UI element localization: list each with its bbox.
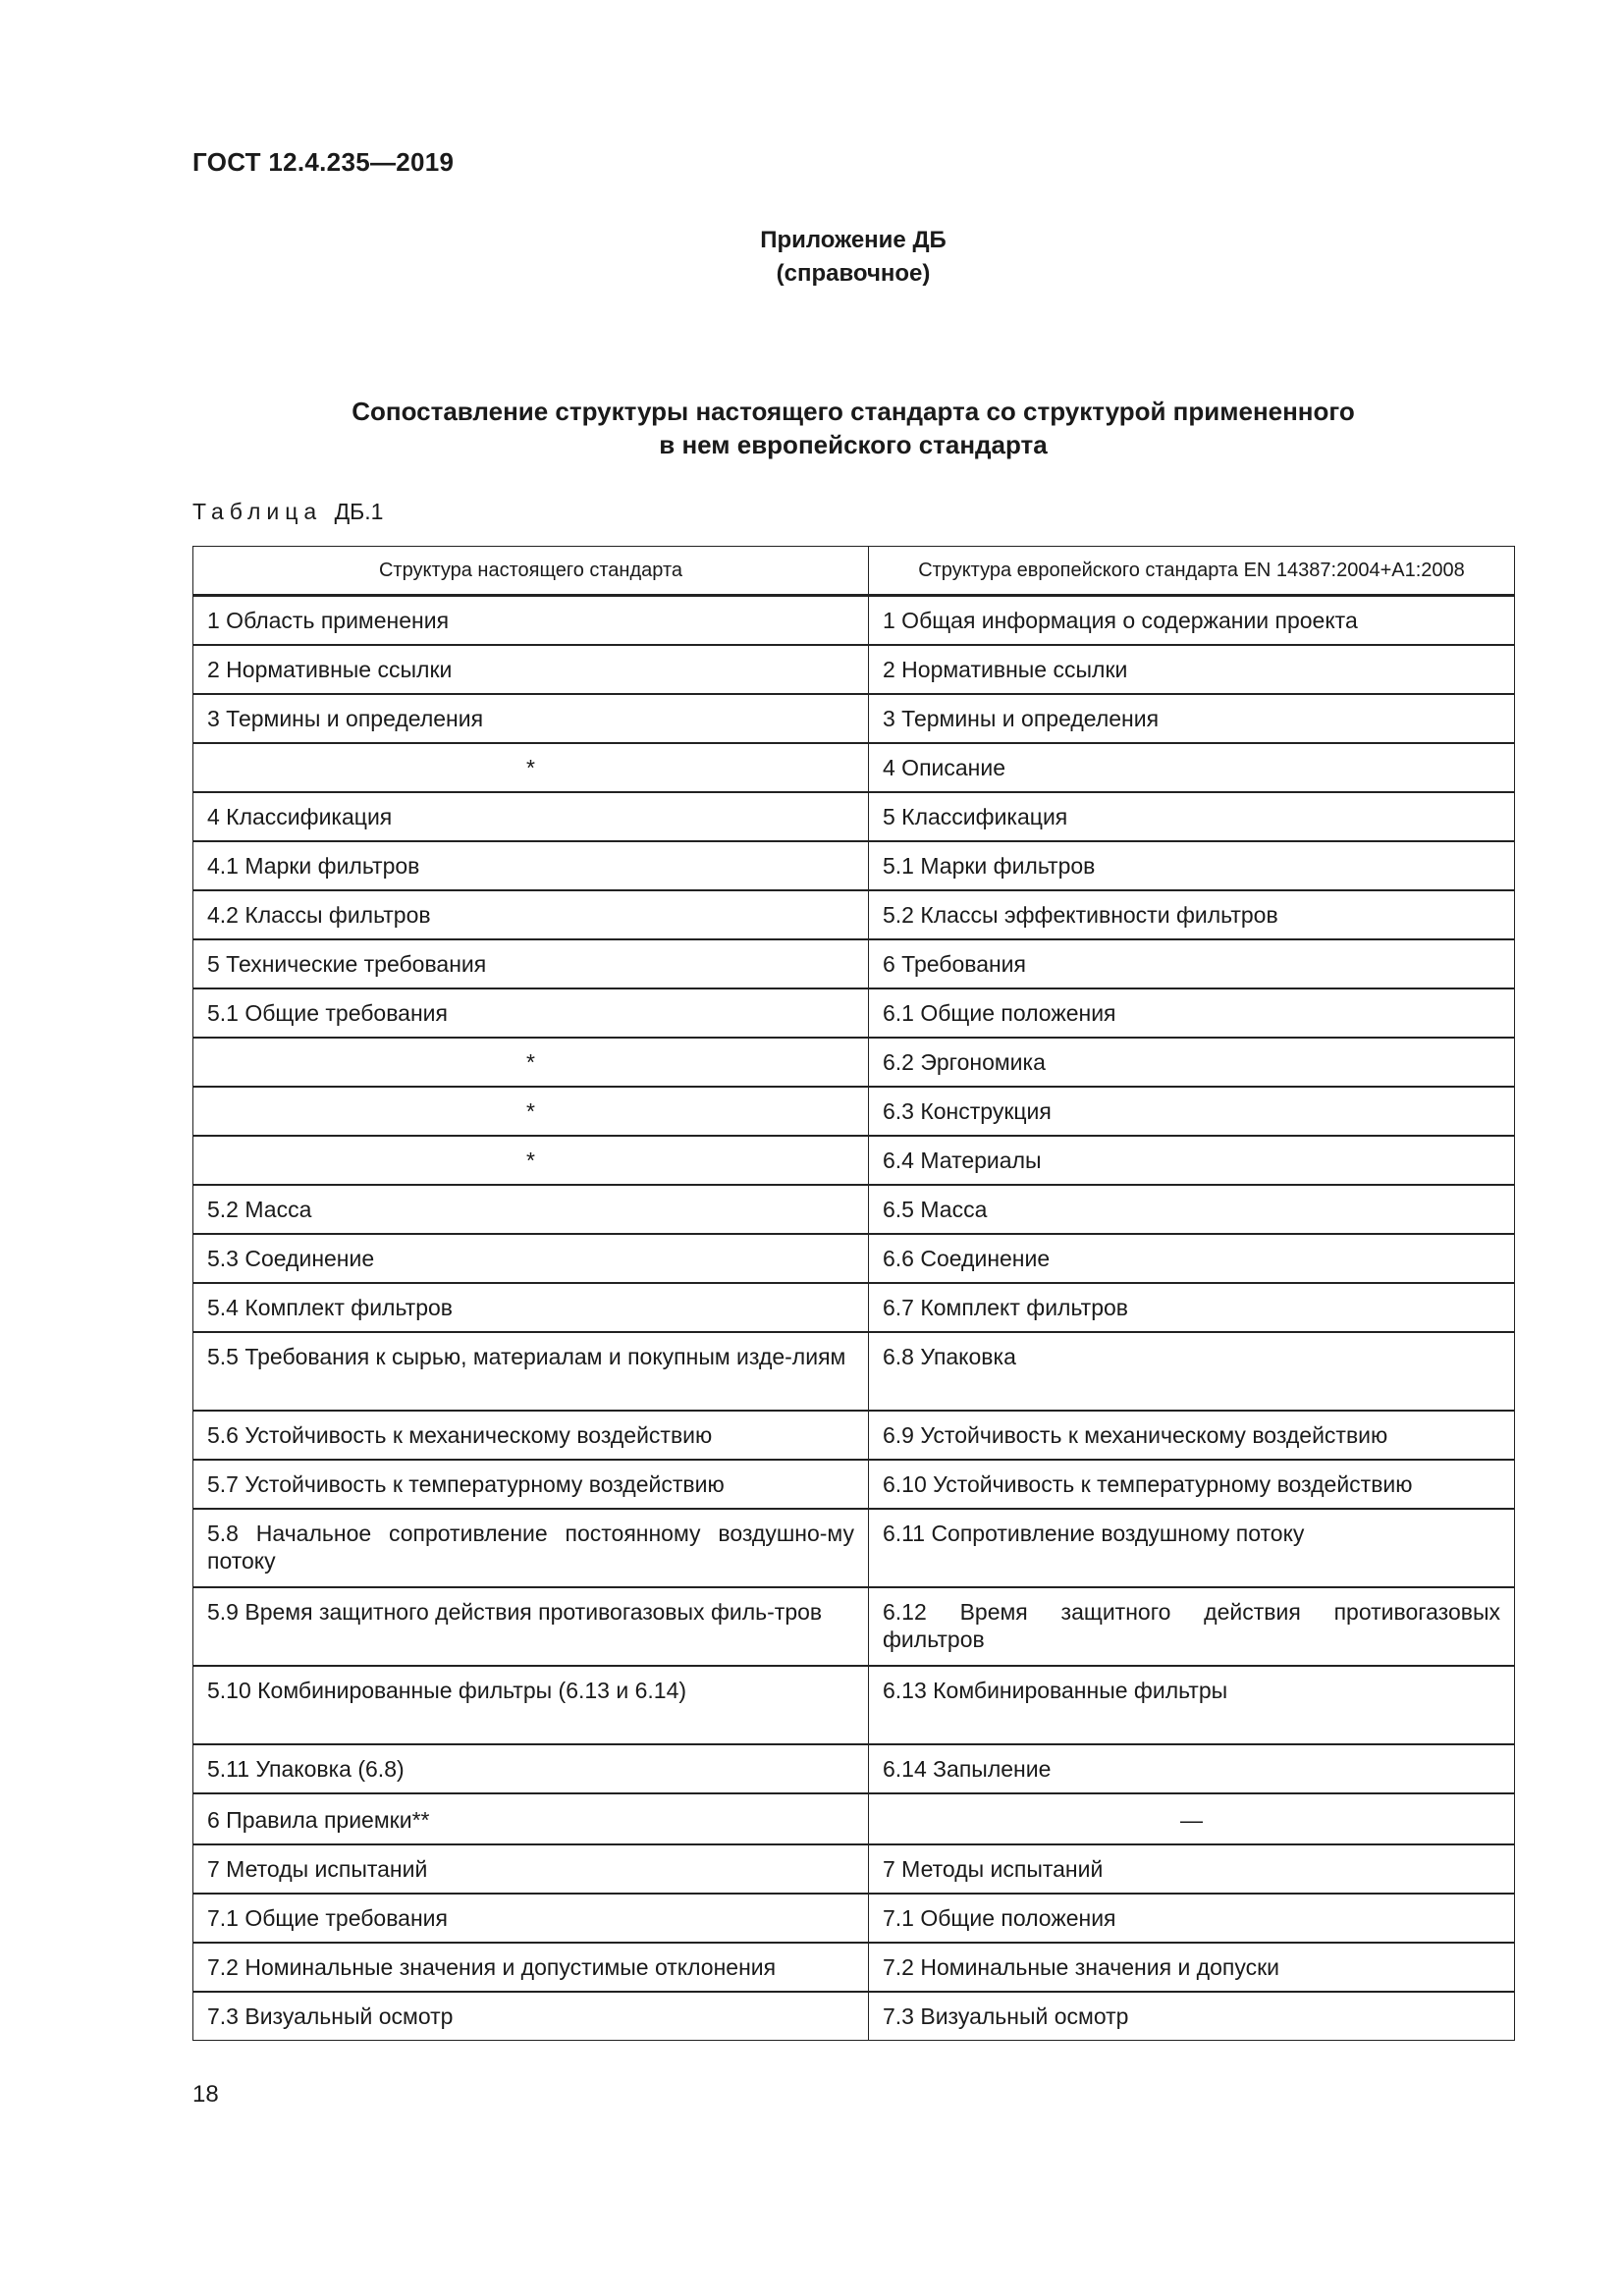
table-row: [193, 1666, 1515, 1744]
cell-european: 7.2 Номинальные значения и допуски: [869, 1943, 1515, 1992]
cell-european: 5.1 Марки фильтров: [869, 841, 1515, 890]
cell-national: 5.3 Соединение: [193, 1234, 869, 1283]
cell-national: 4.2 Классы фильтров: [193, 890, 869, 939]
table-row: [193, 1332, 1515, 1411]
appendix-type: (справочное): [776, 260, 931, 287]
cell-national: 5.5 Требования к сырью, материалам и покупным изде-лиям: [193, 1332, 869, 1411]
table-header-row: [193, 547, 1515, 596]
cell-national: *: [193, 1087, 869, 1136]
cell-european: 6.11 Сопротивление воздушному потоку: [869, 1509, 1515, 1587]
table-row: [193, 694, 1515, 743]
table-row: [193, 1992, 1515, 2041]
table-row: [193, 645, 1515, 694]
cell-european: 6.2 Эргономика: [869, 1038, 1515, 1087]
cell-national: 5.10 Комбинированные фильтры (6.13 и 6.14): [193, 1666, 869, 1744]
table-row: [193, 988, 1515, 1038]
table-row: [193, 1411, 1515, 1460]
table-row: [193, 1136, 1515, 1185]
cell-european: 7.3 Визуальный осмотр: [869, 1992, 1515, 2041]
cell-european: 6.13 Комбинированные фильтры: [869, 1666, 1515, 1744]
table-row: [193, 1744, 1515, 1793]
cell-national: 5.8 Начальное сопротивление постоянному воздушно-му потоку: [193, 1509, 869, 1587]
table-caption: [192, 499, 383, 525]
table-row: [193, 1283, 1515, 1332]
table-row: [193, 1087, 1515, 1136]
cell-national: 5 Технические требования: [193, 939, 869, 988]
cell-european: 6.1 Общие положения: [869, 988, 1515, 1038]
cell-national: 6 Правила приемки**: [193, 1793, 869, 1844]
page-number: 18: [192, 2081, 219, 2108]
cell-national: 2 Нормативные ссылки: [193, 645, 869, 694]
cell-european: 7.1 Общие положения: [869, 1894, 1515, 1943]
cell-national: 5.6 Устойчивость к механическому воздействию: [193, 1411, 869, 1460]
cell-national: 4 Классификация: [193, 792, 869, 841]
cell-european: 6.9 Устойчивость к механическому воздействию: [869, 1411, 1515, 1460]
cell-national: 7.1 Общие требования: [193, 1894, 869, 1943]
cell-national: 5.4 Комплект фильтров: [193, 1283, 869, 1332]
table-row: [193, 1509, 1515, 1587]
document-title-line-1: Сопоставление структуры настоящего стандарта со структурой примененного: [352, 397, 1355, 426]
cell-national: 5.11 Упаковка (6.8): [193, 1744, 869, 1793]
table-row: [193, 890, 1515, 939]
cell-national: 1 Область применения: [193, 596, 869, 646]
cell-national: 7.3 Визуальный осмотр: [193, 1992, 869, 2041]
cell-national: 5.1 Общие требования: [193, 988, 869, 1038]
table-row: [193, 596, 1515, 646]
table-row: [193, 1844, 1515, 1894]
cell-national: 3 Термины и определения: [193, 694, 869, 743]
cell-european: 6.12 Время защитного действия противогазовых фильтров: [869, 1587, 1515, 1666]
table-row: [193, 743, 1515, 792]
cell-national: 4.1 Марки фильтров: [193, 841, 869, 890]
table-row: [193, 1587, 1515, 1666]
cell-european: 1 Общая информация о содержании проекта: [869, 596, 1515, 646]
table-row: [193, 1234, 1515, 1283]
cell-european: 6.8 Упаковка: [869, 1332, 1515, 1411]
table-row: [193, 1038, 1515, 1087]
table-caption-label: Таблица: [192, 499, 323, 524]
cell-european: 6.14 Запыление: [869, 1744, 1515, 1793]
cell-european: 2 Нормативные ссылки: [869, 645, 1515, 694]
cell-european: 6 Требования: [869, 939, 1515, 988]
cell-european: 4 Описание: [869, 743, 1515, 792]
header-european-standard: Структура европейского стандарта EN 14387:2004+A1:2008: [869, 547, 1515, 596]
table-row: [193, 1894, 1515, 1943]
document-title: [192, 395, 1514, 461]
table-row: [193, 1793, 1515, 1844]
cell-european: 3 Термины и определения: [869, 694, 1515, 743]
header-national-standard: Структура настоящего стандарта: [193, 547, 869, 596]
cell-national: *: [193, 1038, 869, 1087]
cell-national: *: [193, 743, 869, 792]
structure-comparison-table: [192, 546, 1515, 2041]
table-row: [193, 1943, 1515, 1992]
cell-national: *: [193, 1136, 869, 1185]
table-row: [193, 1185, 1515, 1234]
cell-european: 6.7 Комплект фильтров: [869, 1283, 1515, 1332]
cell-european: 6.3 Конструкция: [869, 1087, 1515, 1136]
cell-national: 7 Методы испытаний: [193, 1844, 869, 1894]
cell-european: 6.5 Масса: [869, 1185, 1515, 1234]
table-row: [193, 792, 1515, 841]
cell-european: 6.10 Устойчивость к температурному воздействию: [869, 1460, 1515, 1509]
cell-european: —: [869, 1793, 1515, 1844]
cell-national: 7.2 Номинальные значения и допустимые отклонения: [193, 1943, 869, 1992]
table-row: [193, 1460, 1515, 1509]
cell-national: 5.7 Устойчивость к температурному воздействию: [193, 1460, 869, 1509]
table-caption-number: ДБ.1: [334, 499, 384, 524]
standard-code: ГОСТ 12.4.235—2019: [192, 147, 455, 177]
appendix-heading: [192, 224, 1514, 291]
cell-national: 5.9 Время защитного действия противогазовых филь-тров: [193, 1587, 869, 1666]
appendix-title: Приложение ДБ: [760, 227, 947, 253]
table-row: [193, 841, 1515, 890]
cell-european: 5.2 Классы эффективности фильтров: [869, 890, 1515, 939]
cell-european: 6.4 Материалы: [869, 1136, 1515, 1185]
table-row: [193, 939, 1515, 988]
document-title-line-2: в нем европейского стандарта: [659, 430, 1048, 459]
cell-european: 7 Методы испытаний: [869, 1844, 1515, 1894]
cell-european: 6.6 Соединение: [869, 1234, 1515, 1283]
cell-national: 5.2 Масса: [193, 1185, 869, 1234]
cell-european: 5 Классификация: [869, 792, 1515, 841]
